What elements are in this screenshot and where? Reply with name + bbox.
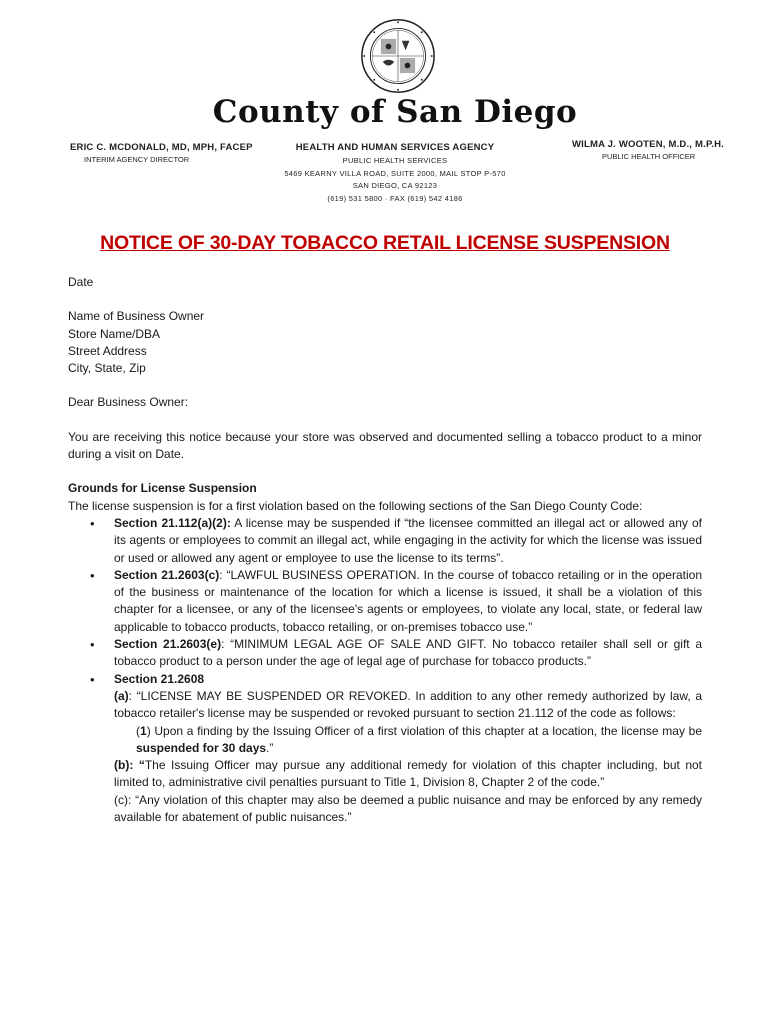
agency-director-name: ERIC C. MCDONALD, MD, MPH, FACEP — [70, 142, 253, 153]
salutation: Dear Business Owner: — [68, 395, 189, 410]
suspension-term: suspended for 30 days — [136, 740, 267, 755]
recipient-store: Store Name/DBA — [68, 326, 161, 341]
list-item — [68, 636, 702, 671]
subsection-end: .” — [266, 740, 274, 755]
agency-address-block — [260, 142, 530, 205]
section-label: Section 21.2603(c) — [114, 567, 220, 582]
intro-paragraph: You are receiving this notice because your store was observed and documented selling a tobacco product to a minor during a visit on Date. — [68, 429, 702, 462]
section-text: A license may be suspended if “the licensee committed an illegal act or allowed any of its agents or employees to commit an illegal act, while engaging in the activity for which the license was issued or used or allowed any agent or employee to use the license to its terms”. — [114, 515, 702, 565]
subsection-number: 1 — [140, 723, 147, 738]
health-officer-name: WILMA J. WOOTEN, M.D., M.P.H. — [572, 139, 724, 150]
section-label: Section 21.112(a)(2): — [114, 515, 231, 530]
list-item — [68, 567, 702, 636]
letter-body — [68, 274, 702, 826]
health-officer-block — [572, 139, 724, 163]
health-officer-title: PUBLIC HEALTH OFFICER — [602, 152, 696, 161]
subsection-text: The Issuing Officer may pursue any additional remedy for violation of this chapter including, but not limited to, administrative civil penalties pursuant to Title 1, Division 8, Chapter 2 of the code.” — [114, 758, 703, 790]
subsection-label: (b): “ — [114, 758, 145, 773]
agency-name: HEALTH AND HUMAN SERVICES AGENCY — [295, 142, 495, 153]
subsection-text: ) Upon a finding by the Issuing Officer of a first violation of this chapter at a location, the license may be — [146, 723, 702, 738]
section-text: : “LAWFUL BUSINESS OPERATION. In the course of tobacco retailing or in the operation of the business or maintenance of the location for which a license is issued, it shall be a violation of this chapter for a licensee, or any of the licensee's agents or employees, to violate any local, state, or federal law applicable to tobacco products, tobacco retailing, or on-premises tobacco use.” — [114, 567, 703, 634]
subsection-label: (a) — [114, 688, 129, 703]
agency-director-block — [70, 142, 253, 166]
grounds-intro: The license suspension is for a first violation based on the following sections of the San Diego County Code: — [68, 498, 643, 513]
subsection-c: (c): “Any violation of this chapter may also be deemed a public nuisance and may be enforced by any remedy available for abatement of public nuisances.” — [114, 792, 702, 825]
paren-open: ( — [136, 723, 140, 738]
phone-fax: (619) 531 5800 · FAX (619) 542 4186 — [327, 193, 463, 203]
county-seal-logo — [360, 18, 436, 94]
letter-date: Date — [68, 275, 94, 289]
grounds-heading: Grounds for License Suspension — [68, 481, 257, 496]
section-label: Section 21.2603(e) — [114, 637, 222, 652]
department-name: PUBLIC HEALTH SERVICES — [342, 156, 448, 165]
city-address: SAN DIEGO, CA 92123 — [352, 181, 438, 190]
notice-title: NOTICE OF 30-DAY TOBACCO RETAIL LICENSE SUSPENSION — [100, 232, 670, 254]
section-text: : “MINIMUM LEGAL AGE OF SALE AND GIFT. No tobacco retailer shall sell or gift a tobacco product to a person under the age of legal age of purchase for tobacco products.” — [114, 637, 703, 669]
code-sections-list — [68, 515, 702, 826]
recipient-city: City, State, Zip — [68, 361, 146, 376]
subsection-a1 — [114, 723, 702, 758]
subsection-text: : “LICENSE MAY BE SUSPENDED OR REVOKED. In addition to any other remedy authorized by law, a tobacco retailer's license may be suspended or revoked pursuant to section 21.112 of the code as follows: — [114, 688, 702, 721]
street-address: 5469 KEARNY VILLA ROAD, SUITE 2000, MAIL STOP P-570 — [284, 168, 506, 178]
list-item — [68, 515, 702, 567]
list-item — [68, 671, 702, 827]
subsection-a — [114, 688, 702, 723]
agency-director-title: INTERIM AGENCY DIRECTOR — [84, 155, 190, 164]
subsection-b — [114, 757, 702, 792]
recipient-street: Street Address — [68, 343, 147, 358]
county-title: County of San Diego — [212, 94, 578, 130]
recipient-name: Name of Business Owner — [68, 309, 205, 324]
section-label: • Section 21.2608 — [114, 671, 205, 686]
